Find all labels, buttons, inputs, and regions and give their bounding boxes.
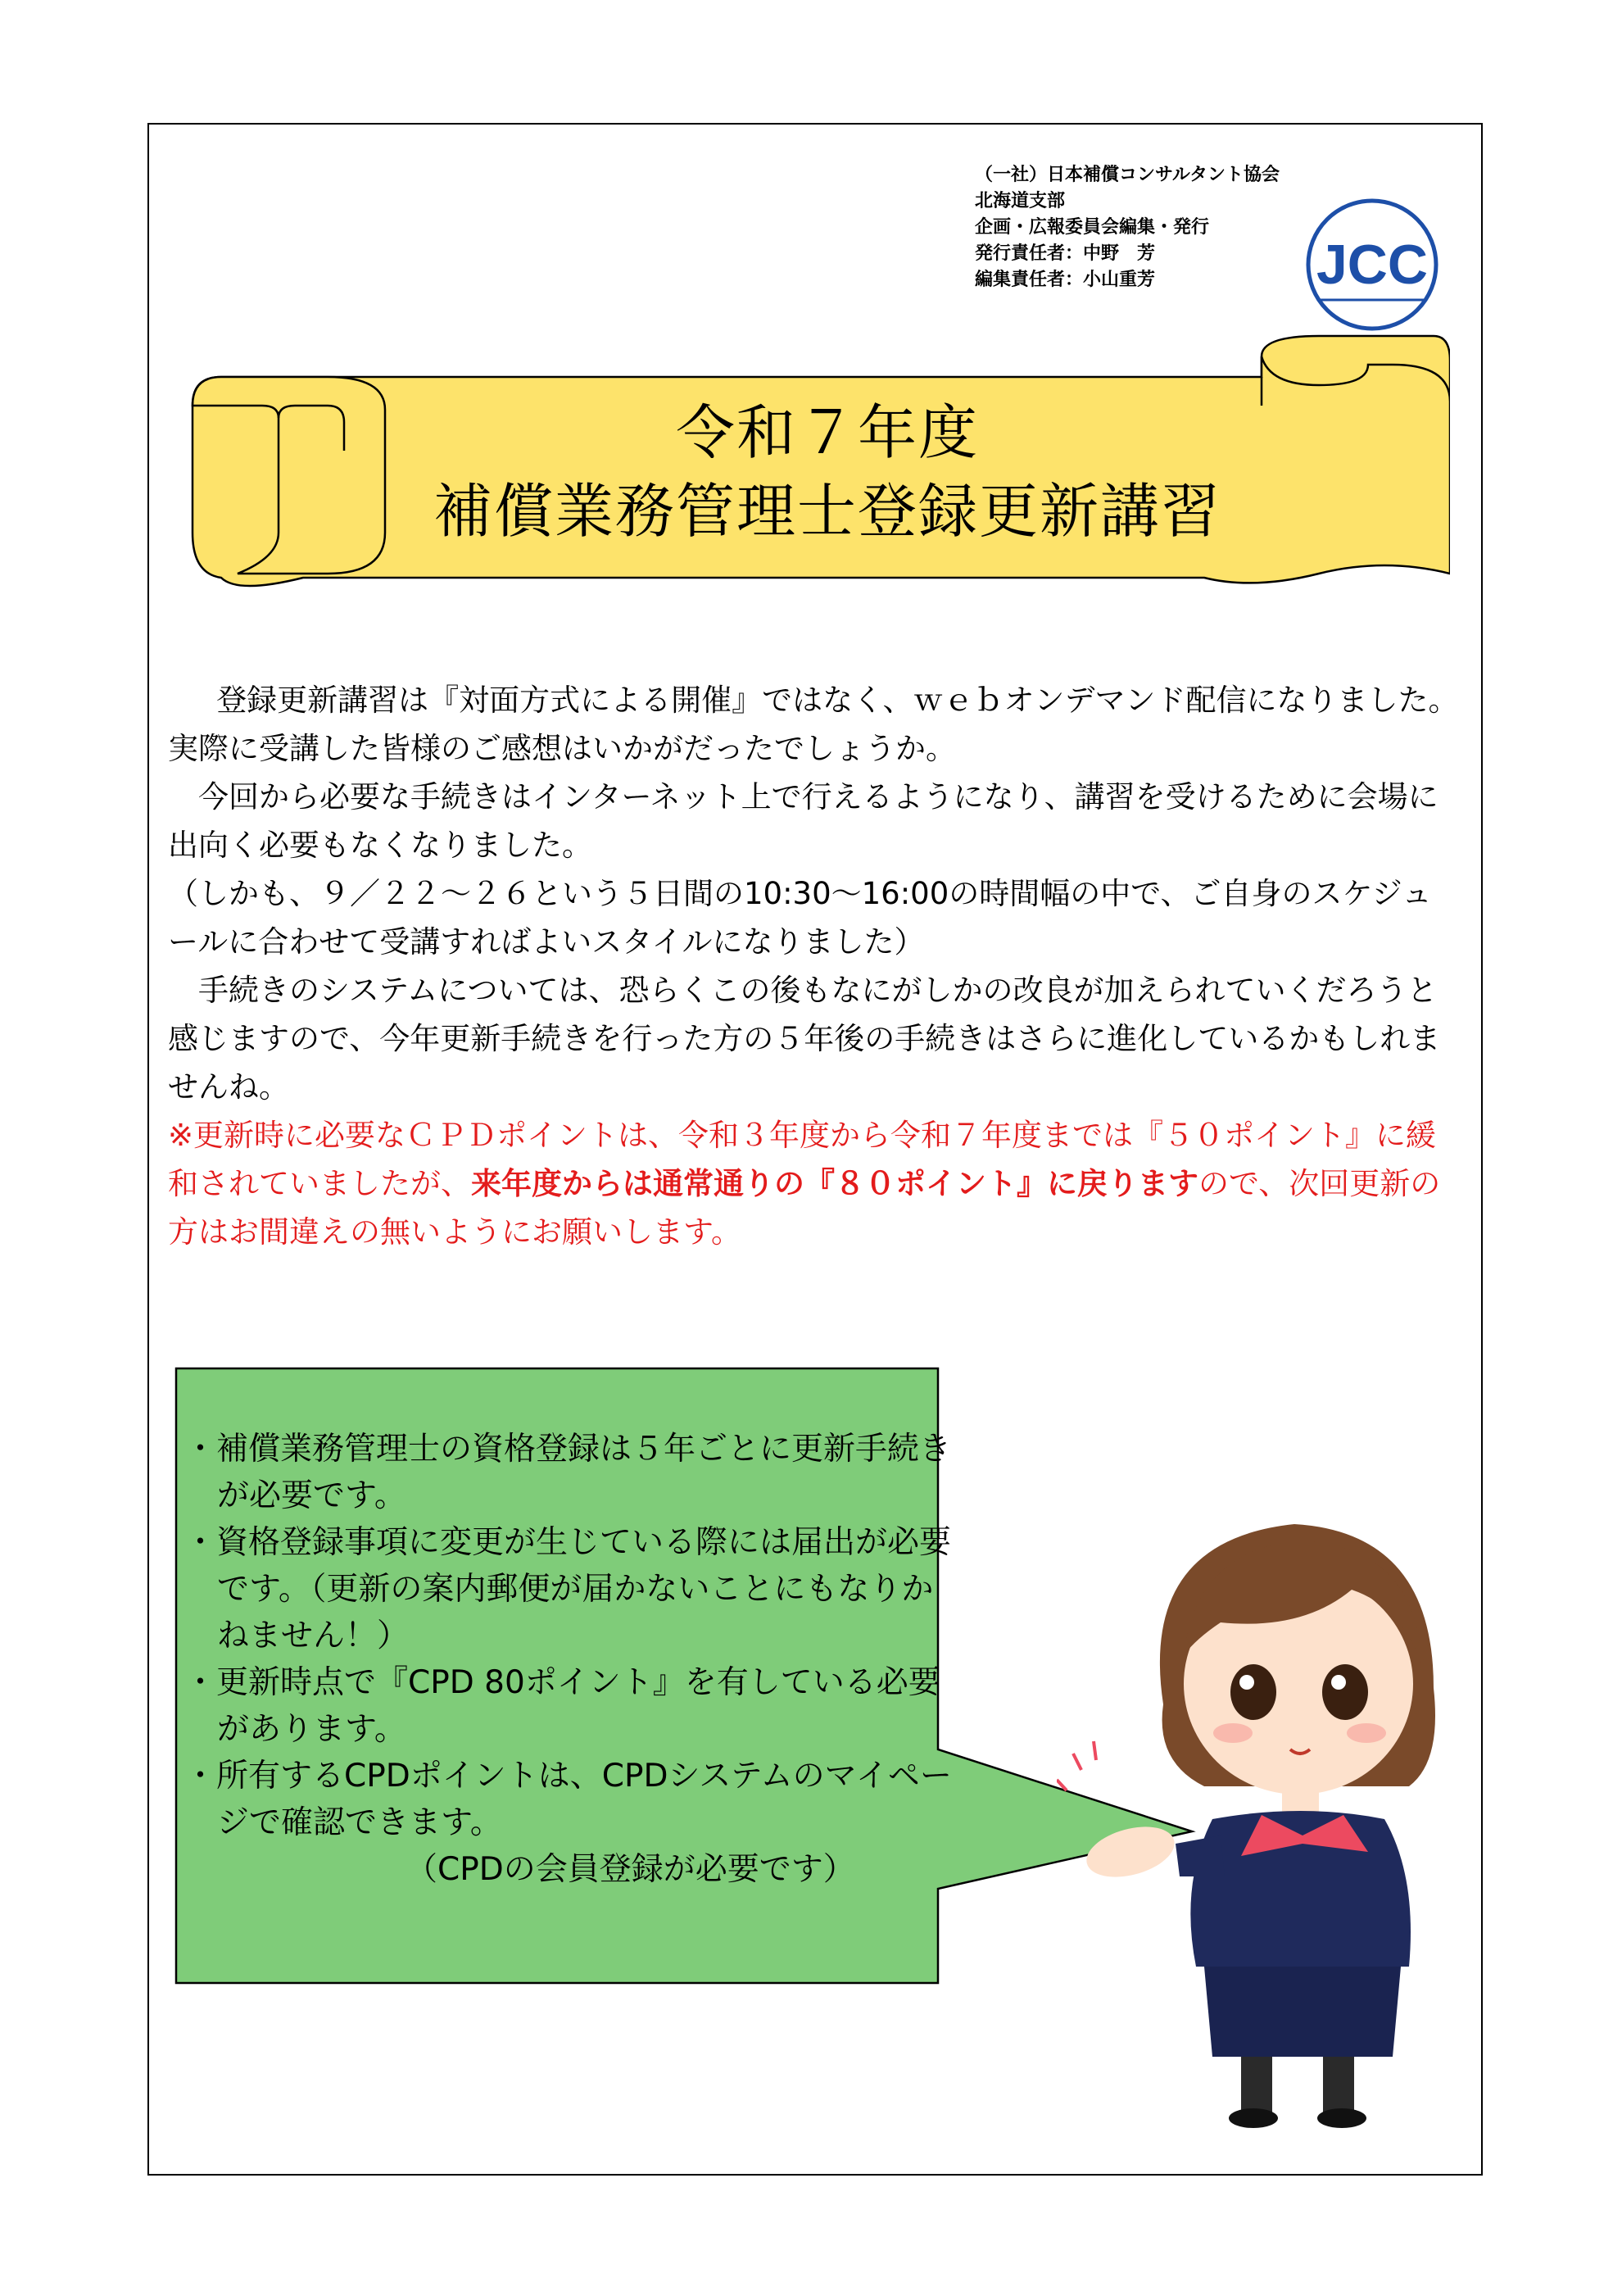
paragraph-2: 今回から必要な手続きはインターネット上で行えるようになり、講習を受けるために会場に出向く必要もなくなりました。 xyxy=(168,779,1439,863)
cpd-notice-suffix: ので、次回更新の方はお間違えの無いようにお願いします。 xyxy=(168,1166,1441,1250)
publisher-info xyxy=(975,162,1280,293)
publisher-branch: 北海道支部 xyxy=(975,191,1066,211)
bubble-item-3: ・更新時点で『CPD 80ポイント』を有している必要があります。 xyxy=(184,1664,940,1748)
paragraph-3: （しかも、９／２２～２６という５日間の10:30～16:00の時間幅の中で、ご自身のスケジュールに合わせて受講すればよいスタイルになりました） xyxy=(168,876,1433,960)
bubble-content xyxy=(184,1426,954,1893)
bubble-note: （CPDの会員登録が必要です） xyxy=(406,1851,855,1888)
cpd-notice xyxy=(168,1111,1462,1256)
jcc-logo xyxy=(1303,195,1442,334)
bubble-item-4: ・所有するCPDポイントは、CPDシステムのマイページで確認できます。 xyxy=(184,1758,952,1841)
publisher-responsible: 発行責任者：中野 芳 xyxy=(975,243,1156,264)
page-title xyxy=(246,393,1409,551)
bubble-item-1: ・補償業務管理士の資格登録は５年ごとに更新手続きが必要です。 xyxy=(184,1431,952,1514)
paragraph-4: 手続きのシステムについては、恐らくこの後もなにがしかの改良が加えられていくだろうと感じますので、今年更新手続きを行った方の５年後の手続きはさらに進化しているかもしれませんね。 xyxy=(168,973,1441,1105)
cpd-notice-emphasis: 来年度からは通常通りの『８０ポイント』に戻ります xyxy=(471,1166,1198,1201)
publisher-org: （一社）日本補償コンサルタント協会 xyxy=(975,165,1280,185)
title-line-1: 令和７年度 xyxy=(675,398,979,467)
editor-responsible: 編集責任者：小山重芳 xyxy=(975,270,1156,290)
title-line-2: 補償業務管理士登録更新講習 xyxy=(433,477,1221,546)
logo-text: JCC xyxy=(1316,234,1429,296)
cpd-notice-prefix: ※更新時に必要なＣＰＤポイントは、令和３年度から令和７年度までは『５０ポイント』に緩和されていましたが、 xyxy=(168,1118,1436,1201)
article-body xyxy=(168,676,1462,1256)
paragraph-1: 登録更新講習は『対面方式による開催』ではなく、ｗｅｂオンデマンド配信になりました。実際に受講した皆様のご感想はいかがだったでしょうか。 xyxy=(168,683,1459,766)
guide-character-illustration xyxy=(1057,1491,1483,2130)
bubble-item-2: ・資格登録事項に変更が生じている際には届出が必要です。（更新の案内郵便が届かないことにもなりかねません！） xyxy=(184,1524,952,1654)
publisher-committee: 企画・広報委員会編集・発行 xyxy=(975,217,1210,238)
